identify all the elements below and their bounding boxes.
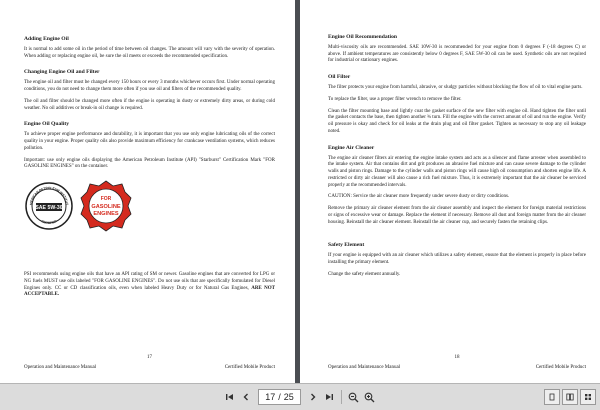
page-footer <box>24 355 275 370</box>
section-paragraph: The oil and filter should be changed more often if the engine is operating in dusty or extremely dirty areas, or during cold weather. No oil additives or break-in oil change is required. <box>24 98 275 111</box>
first-page-button[interactable] <box>222 389 238 405</box>
page-number-field[interactable] <box>258 389 301 405</box>
for-gasoline-engines-logo <box>80 180 132 232</box>
document-page-18 <box>300 0 600 384</box>
starburst-inner-text: SAE 5W-30 <box>35 205 63 212</box>
first-page-icon <box>225 392 235 402</box>
closing-emphasis: ARE NOT ACCEPTABLE. <box>24 285 275 298</box>
footer-right: Certified Mobile Product <box>224 365 275 370</box>
section-heading: Engine Oil Quality <box>24 121 70 128</box>
last-page-button[interactable] <box>321 389 337 405</box>
starburst-bottom-text: CERTIFIED <box>40 219 58 226</box>
chevron-right-icon <box>308 392 318 402</box>
section-paragraph: It is normal to add some oil in the period of time between oil changes. The amount will vary with the severity of operation. When adding or replacing engine oil, be sure the oil meets or exceeds the recommended specification. <box>24 46 275 59</box>
page-number: 18 <box>454 355 460 360</box>
next-page-button[interactable] <box>305 389 321 405</box>
section-paragraph: Clean the filter mounting base and lightly coat the gasket surface of the new filter with engine oil. Hand tighten the filter until the gasket contacts the base, then tighten another ¾ turn. Fill the engine with the correct amount of oil and run the engine. Verify oil pressure is okay and check for oil leaks at the drain plug and oil filter gasket. Tighten as necessary to stop any oil leakage noted. <box>328 108 586 134</box>
toolbar-divider <box>341 390 342 404</box>
two-page-icon <box>566 393 574 401</box>
chevron-left-icon <box>241 392 251 402</box>
section-heading: Safety Element <box>328 242 365 249</box>
gas-logo-bot: ENGINES <box>93 211 119 218</box>
document-page-17 <box>0 0 295 384</box>
section-changing-oil-filter <box>24 69 275 112</box>
section-oil-filter <box>328 74 586 135</box>
section-heading: Oil Filter <box>328 74 351 81</box>
page-number: 17 <box>147 355 152 360</box>
single-page-icon <box>548 393 556 401</box>
section-heading: Adding Engine Oil <box>24 36 69 42</box>
footer-left: Operation and Maintenance Manual <box>328 365 401 370</box>
zoom-out-icon <box>348 392 359 403</box>
api-certification-badges <box>24 180 275 232</box>
page-separator: / <box>278 392 281 402</box>
total-pages: 25 <box>283 392 294 402</box>
section-paragraph: The filter protects your engine from harmful, abrasive, or sludgy particles without blocking the flow of oil to vital engine parts. <box>328 85 583 91</box>
two-page-view-button[interactable] <box>562 389 578 405</box>
previous-page-button[interactable] <box>238 389 254 405</box>
grid-view-button[interactable] <box>580 389 596 405</box>
section-engine-oil-quality <box>24 121 275 171</box>
footer-left: Operation and Maintenance Manual <box>24 365 97 370</box>
starburst-outer-text: MERICAN PETROLEUM INSTITUT <box>29 186 69 206</box>
viewer-toolbar <box>0 383 600 410</box>
closing-text: PSI recommends using engine oils that have an API rating of SM or newer. Gasoline engines that are converted for LPG or NG fuels MUST use oils labeled "FOR GASOLINE ENGINES". Do not use oils that are specifically formulated for Diesel Engines only. CC or CD classification oils, even when labeled Heavy Duty or for Natural Gas Engines, <box>24 272 275 291</box>
section-paragraph: CAUTION: Service the air cleaner more frequently under severe dusty or dirty conditions. <box>328 194 510 200</box>
section-paragraph: If your engine is equipped with an air cleaner which utilizes a safety element, ensure that the element is properly in place before installing the primary element. <box>328 253 586 266</box>
section-heading: Changing Engine Oil and Filter <box>24 69 100 76</box>
section-paragraph: The engine air cleaner filters air entering the engine intake system and acts as a silencer and flame arrester when assembled to the intake system. Air that contains dirt and grit produces an abrasive fuel mixture and can cause severe damage to the cylinder walls and piston rings. Damage to the cylinder walls and piston rings will cause high oil consumption and shorten engine life. A restricted or dirty air cleaner will also cause a rich fuel mixture. Thus, it is extremely important that the air cleaner be serviced properly at the recommended intervals. <box>328 155 586 188</box>
section-paragraph: To replace the filter, use a proper filter wrench to remove the filter. <box>328 96 462 102</box>
view-mode-controls <box>544 389 596 405</box>
zoom-in-button[interactable] <box>362 389 378 405</box>
grid-icon <box>584 393 592 401</box>
section-adding-engine-oil <box>24 36 275 60</box>
single-page-view-button[interactable] <box>544 389 560 405</box>
section-heading: Engine Air Cleaner <box>328 144 375 151</box>
section-paragraph: Multi-viscosity oils are recommended. SAE 10W-30 is recommended for your engine from 0 degrees F (-18 degrees C) or above. If ambient temperatures are consistently below 0 degrees F, SAE 5W-30 oil can be used. Synthetic oils are not required for industrial or stationary engines. <box>328 44 586 64</box>
zoom-in-icon <box>364 392 375 403</box>
section-paragraph: Remove the primary air cleaner element from the air cleaner assembly and inspect the element for foreign material restrictions or signs of excessive wear or damage. Replace the element if necessary. Remove all dust and foreign matter from the air cleaner housing. Reinstall the air cleaner element. Reinstall the air cleaner cup, and securely fasten the retaining clips. <box>328 206 586 225</box>
section-paragraph: Change the safety element annually. <box>328 271 401 277</box>
closing-paragraph <box>24 272 275 299</box>
section-engine-air-cleaner <box>328 145 586 227</box>
footer-right: Certified Mobile Product <box>535 365 586 370</box>
section-safety-element <box>328 242 586 278</box>
section-paragraph: Important: use only engine oils displaying the American Petroleum Institute (API) "Starburst" Certification Mark "FOR GASOLINE ENGINES" on the container. <box>24 157 275 170</box>
current-page: 17 <box>265 392 276 402</box>
section-paragraph: The engine oil and filter must be changed every 150 hours or every 3 months whichever occurs first. Under normal operating conditions, you do not need to change them more often if you use oil and filters of the recommended quality. <box>24 80 275 93</box>
api-starburst-logo <box>24 181 74 231</box>
gas-logo-top: FOR <box>100 196 112 203</box>
page-footer <box>328 355 586 370</box>
section-paragraph: To achieve proper engine performance and durability, it is important that you use only engine lubricating oils of the correct quality in your engine. Proper quality oils also provide maximum efficiency for crankcase ventilation systems, which reduces pollution. <box>24 132 275 151</box>
zoom-out-button[interactable] <box>346 389 362 405</box>
section-oil-recommendation <box>328 34 586 65</box>
gas-logo-mid: GASOLINE <box>91 204 121 211</box>
section-heading: Engine Oil Recommendation <box>328 34 397 40</box>
last-page-icon <box>324 392 334 402</box>
